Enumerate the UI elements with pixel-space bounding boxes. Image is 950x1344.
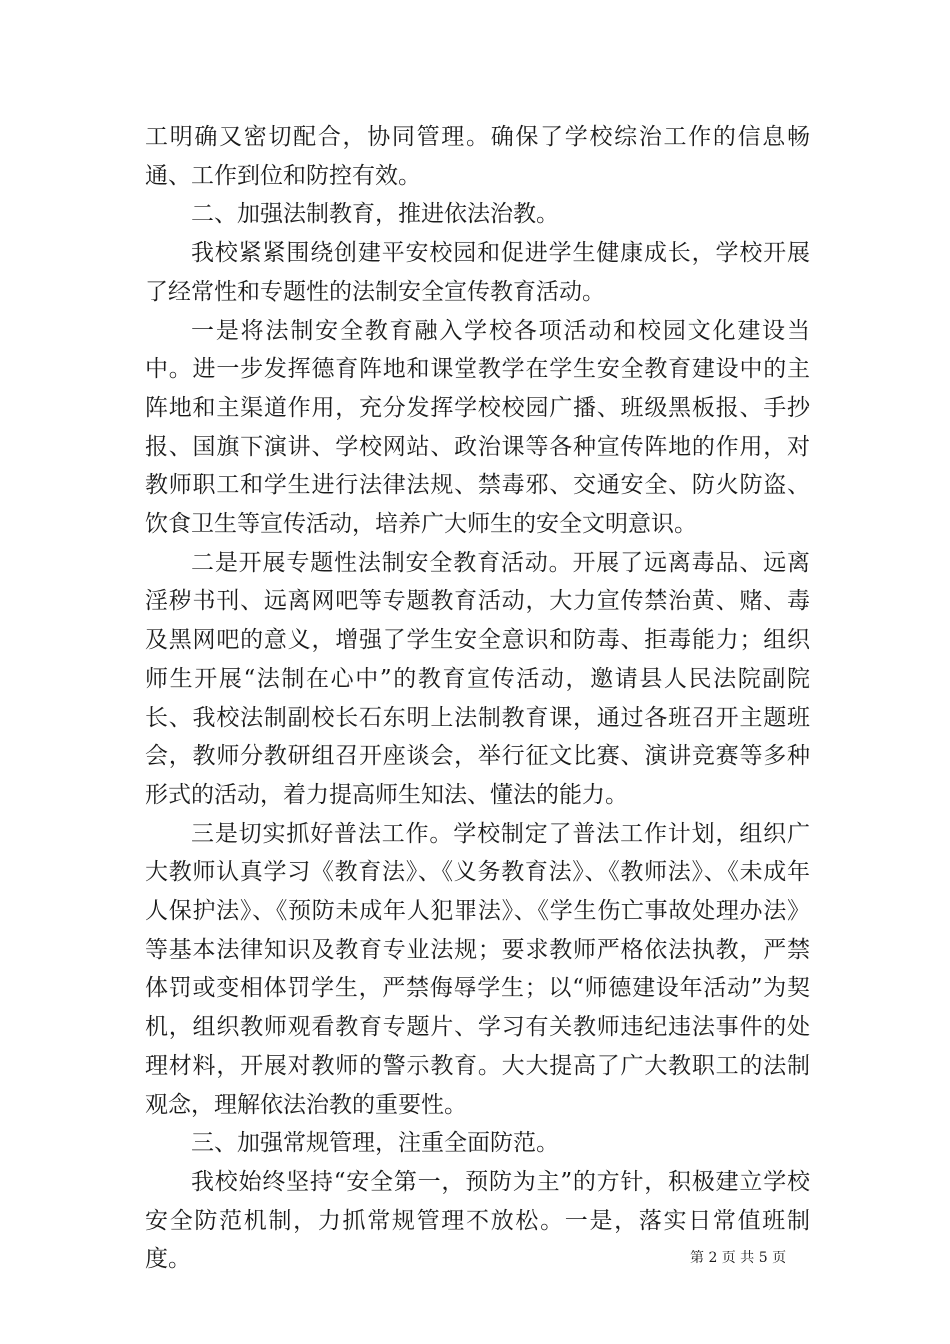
section-heading-3: 三、加强常规管理，注重全面防范。 <box>191 1130 559 1157</box>
paragraph-3: 我校紧紧围绕创建平安校园和促进学生健康成长，学校开展了经常性和专题性的法制安全宣传教育活动。 <box>145 240 810 305</box>
paragraph-5: 二是开展专题性法制安全教育活动。开展了远离毒品、远离淫秽书刊、远离网吧等专题教育活动，大力宣传禁治黄、赌、毒及黑网吧的意义，增强了学生安全意识和防毒、拒毒能力；组织师生开展“法制在心中”的教育宣传活动，邀请县人民法院副院长、我校法制副校长石东明上法制教育课，通过各班召开主题班会，教师分教研组召开座谈会，举行征文比赛、演讲竞赛等多种形式的活动，着力提高师生知法、懂法的能力。 <box>145 549 810 808</box>
paragraph-6: 三是切实抓好普法工作。学校制定了普法工作计划，组织广大教师认真学习《教育法》、《义务教育法》、《教师法》、《未成年人保护法》、《预防未成年人犯罪法》、《学生伤亡事故处理办法》等基本法律知识及教育专业法规；要求教师严格依法执教，严禁体罚或变相体罚学生，严禁侮辱学生；以“师德建设年活动”为契机，组织教师观看教育专题片、学习有关教师违纪违法事件的处理材料，开展对教师的警示教育。大大提高了广大教职工的法制观念，理解依法治教的重要性。 <box>145 820 810 1118</box>
paragraph-4: 一是将法制安全教育融入学校各项活动和校园文化建设当中。进一步发挥德育阵地和课堂教学在学生安全教育建设中的主阵地和主渠道作用，充分发挥学校校园广播、班级黑板报、手抄报、国旗下演讲、学校网站、政治课等各种宣传阵地的作用，对教师职工和学生进行法律法规、禁毒邪、交通安全、防火防盗、饮食卫生等宣传活动，培养广大师生的安全文明意识。 <box>145 317 810 538</box>
document-body <box>145 118 810 1279</box>
page-number: 第 2 页 共 5 页 <box>690 1250 787 1266</box>
paragraph-8: 我校始终坚持“安全第一，预防为主”的方针，积极建立学校安全防范机制，力抓常规管理不放松。一是，落实日常值班制度。 <box>145 1168 810 1273</box>
section-heading-2: 二、加强法制教育，推进依法治教。 <box>191 201 559 228</box>
paragraph-1: 工明确又密切配合，协同管理。确保了学校综治工作的信息畅通、工作到位和防控有效。 <box>145 124 810 189</box>
